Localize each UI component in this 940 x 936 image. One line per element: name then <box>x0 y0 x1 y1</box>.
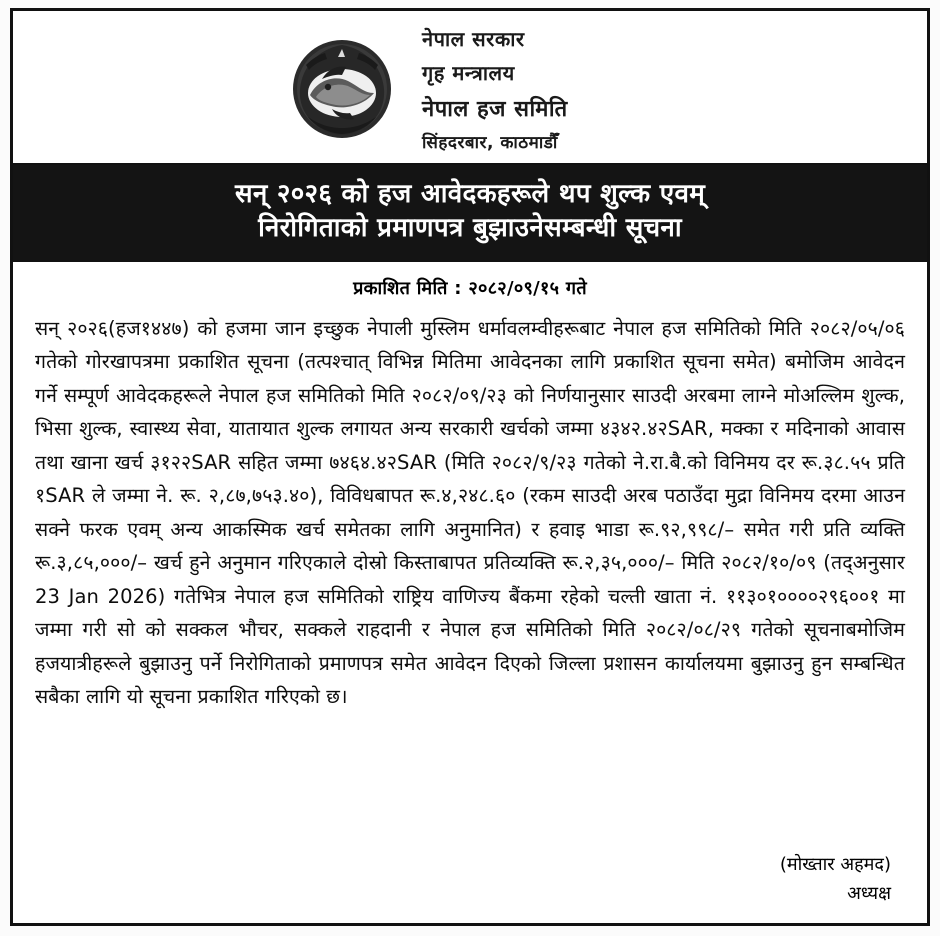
header-line-government: नेपाल सरकार <box>422 27 525 51</box>
notice-paragraph: सन् २०२६(हज१४४७) को हजमा जान इच्छुक नेपाली मुस्लिम धर्मावलम्वीहरूबाट नेपाल हज समितिको मिति २०८२/०५/०६ गतेको गोरखापत्रमा प्रकाशित सूचना (तत्पश्चात् विभिन्न मितिमा आवेदनका लागि प्रकाशित सूचना समेत) बमोजिम आवेदन गर्ने सम्पूर्ण आवेदकहरूले नेपाल हज समितिको मिति २०८२/०९/२३ को निर्णयानुसार साउदी अरबमा लाग्ने मोअल्लिम शुल्क, भिसा शुल्क, स्वास्थ्य सेवा, यातायात शुल्क लगायत अन्य सरकारी खर्चको जम्मा ४३४२.४२SAR, मक्का र मदिनाको आवास तथा खाना खर्च ३१२२SAR सहित जम्मा ७४६४.४२SAR (मिति २०८२/९/२३ गतेको ने.रा.बै.को विनिमय दर रू.३८.५५ प्रति १SAR ले जम्मा ने. रू. २,८७,७५३.४०), विविधबापत रू.४,२४८.६० (रकम साउदी अरब पठाउँदा मुद्रा विनिमय दरमा आउन सक्ने फरक एवम् अन्य आकस्मिक खर्च समेतका लागि अनुमानित) र हवाइ भाडा रू.९२,९९८/– समेत गरी प्रति व्यक्ति रू.३,८५,०००/– खर्च हुने अनुमान गरिएकाले दोस्रो किस्ताबापत प्रतिव्यक्ति रू.२,३५,०००/– मिति २०८२/१०/०९ (तद्अनुसार 23 Jan 2026) गतेभित्र नेपाल हज समितिको राष्ट्रिय वाणिज्य बैंकमा रहेको चल्ती खाता नं. ११३०१००००२९६००१ मा जम्मा गरी सो को सक्कल भौचर, सक्कले राहदानी र नेपाल हज समितिको मिति २०८२/०८/२९ गतेको सूचनाबमोजिम हजयात्रीहरूले बुझाउनु पर्ने निरोगिताको प्रमाणपत्र समेत आवेदन दिएको जिल्ला प्रशासन कार्यालयमा बुझाउनु हुन सम्बन्धित सबैका लागि यो सूचना प्रकाशित गरिएको छ। <box>35 316 905 709</box>
document-header <box>13 11 927 165</box>
nepal-government-emblem-icon <box>288 35 396 143</box>
signatory-designation: अध्यक्ष <box>847 883 891 905</box>
notice-title-band <box>13 165 927 262</box>
signatory-name: (मोख्तार अहमद) <box>779 854 891 876</box>
notice-title-line-2: निरोगिताको प्रमाणपत्र बुझाउनेसम्बन्धी सूचना <box>258 213 682 244</box>
notice-body <box>13 262 927 923</box>
header-line-ministry: गृह मन्त्रालय <box>422 61 515 85</box>
header-line-address: सिंहदरबार, काठमाडौँ <box>422 133 558 153</box>
published-date: प्रकाशित मिति : २०८२/०९/१५ गते <box>353 277 587 299</box>
header-text-block <box>422 25 652 153</box>
notice-document <box>10 8 930 926</box>
header-line-committee: नेपाल हज समिति <box>422 97 568 122</box>
signature-block <box>35 841 905 917</box>
notice-title-line-1: सन् २०२६ को हज आवेदकहरूले थप शुल्क एवम् <box>234 179 706 209</box>
